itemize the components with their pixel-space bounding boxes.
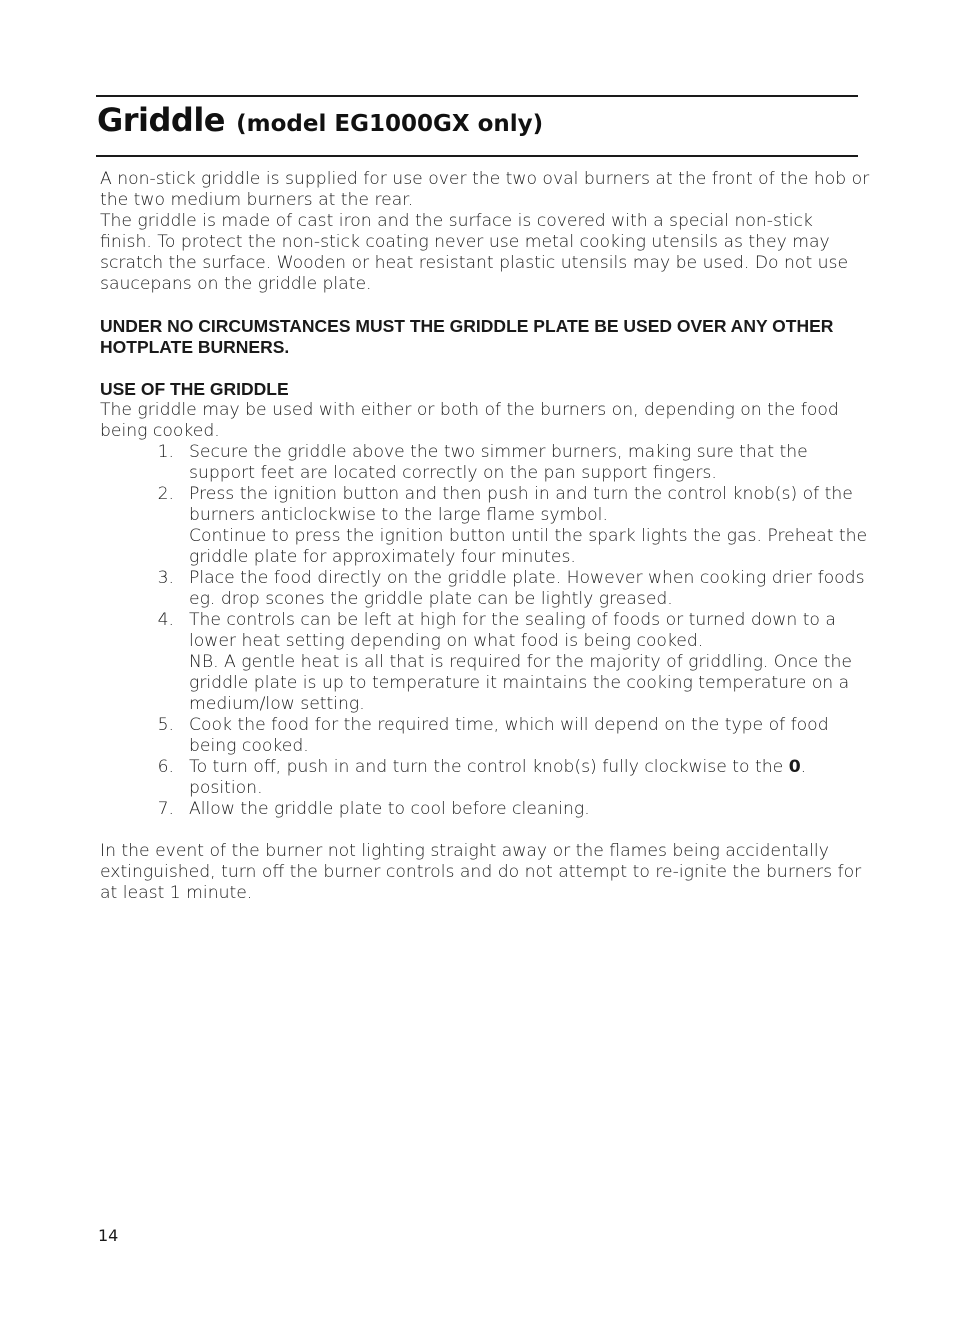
closing-paragraph: In the event of the burner not lighting straight away or the flames being accidentally extinguished, turn off the burner controls and do not attempt to re-ignite the burners for at least 1 minute. — [100, 841, 862, 903]
step-text: To turn off, push in and turn the control knob(s) fully clockwise to the — [189, 757, 789, 777]
step-number: 7. — [157, 799, 174, 819]
step-text: Press the ignition button and then push in and turn the control knob(s) of the burners anticlockwise to the large flame symbol. — [189, 484, 853, 525]
step-number: 6. — [157, 757, 174, 777]
step-text-continued: NB. A gentle heat is all that is required for the majority of griddling. Once the griddle plate is up to temperature it maintains the cooking temperature on a medium/low setting. — [189, 652, 852, 714]
step-number: 5. — [157, 715, 174, 735]
step-text-continued: Continue to press the ignition button until the spark lights the gas. Preheat the griddle plate for approximately four minutes. — [189, 526, 868, 567]
step-text: Place the food directly on the griddle plate. However when cooking drier foods eg. drop scones the griddle plate can be lightly greased. — [189, 568, 865, 609]
step-number: 4. — [157, 610, 174, 630]
step-text-after: . position. — [189, 757, 807, 798]
step-text: The controls can be left at high for the sealing of foods or turned down to a lower heat setting depending on what food is being cooked. — [189, 610, 836, 651]
step-item — [100, 757, 870, 799]
off-position-symbol: 0 — [788, 757, 801, 777]
usage-intro: The griddle may be used with either or both of the burners on, depending on the food being cooked. — [100, 400, 839, 441]
page-title — [97, 101, 543, 139]
header-top-rule — [96, 95, 858, 97]
header-bottom-rule — [96, 155, 858, 157]
intro-paragraph-2: The griddle is made of cast iron and the surface is covered with a special non-stick finish. To protect the non-stick coating never use metal cooking utensils as they may scratch the surface. Wooden or heat resistant plastic utensils may be used. Do not use saucepans on the griddle plate. — [100, 211, 849, 294]
step-text: Secure the griddle above the two simmer burners, making sure that the support feet are located correctly on the pan support fingers. — [189, 442, 808, 483]
step-number: 1. — [157, 442, 174, 462]
title-subtitle: (model EG1000GX only) — [236, 111, 544, 137]
step-number: 3. — [157, 568, 174, 588]
step-item — [100, 715, 870, 757]
step-number: 2. — [157, 484, 174, 504]
step-item — [100, 568, 870, 610]
warning-text: UNDER NO CIRCUMSTANCES MUST THE GRIDDLE PLATE BE USED OVER ANY OTHER HOTPLATE BURNERS. — [100, 316, 834, 357]
step-item — [100, 442, 870, 484]
usage-heading: USE OF THE GRIDDLE — [100, 379, 289, 399]
page-number: 14 — [98, 1226, 119, 1245]
instruction-steps — [100, 442, 870, 820]
step-text: Allow the griddle plate to cool before cleaning. — [189, 799, 590, 819]
step-item — [100, 799, 870, 820]
step-item — [100, 484, 870, 568]
step-text: Cook the food for the required time, which will depend on the type of food being cooked. — [189, 715, 829, 756]
title-main: Griddle — [97, 101, 225, 139]
intro-paragraph-1: A non-stick griddle is supplied for use over the two oval burners at the front of the hob or the two medium burners at the rear. — [100, 169, 870, 210]
step-item — [100, 610, 870, 715]
page-content — [100, 169, 870, 904]
